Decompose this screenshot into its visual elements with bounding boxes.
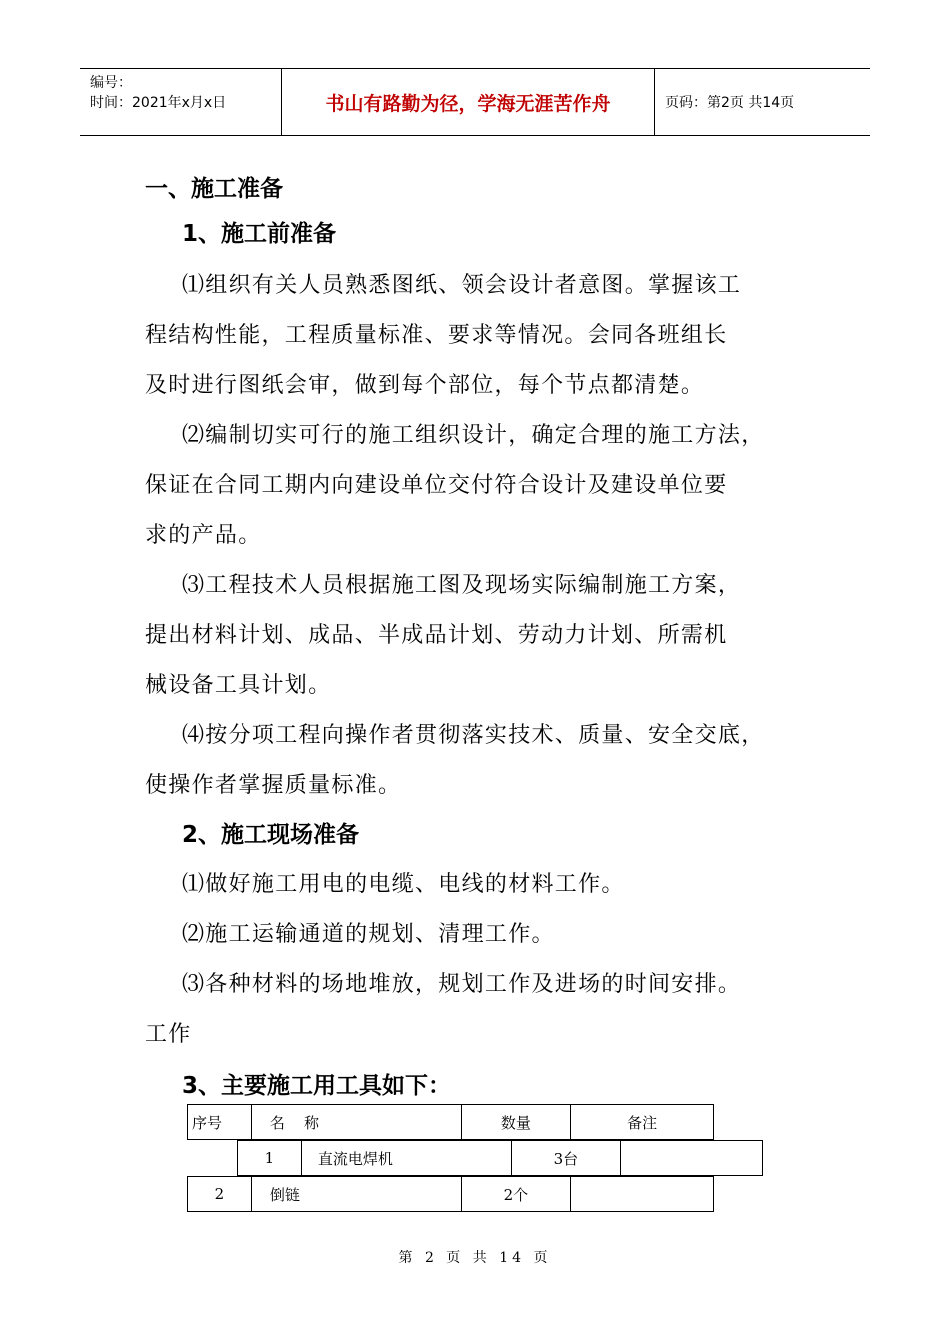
time-label: 时间：2021年x月x日 — [90, 95, 227, 111]
subsection-title-2: 2、施工现场准备 — [182, 822, 360, 848]
paragraph-line: 求的产品。 — [145, 523, 262, 548]
paragraph-line: ⑶各种材料的场地堆放，规划工作及进场的时间安排。 — [182, 972, 742, 997]
header-meta — [80, 69, 282, 135]
table-cell: 倒链 — [252, 1177, 462, 1211]
table-header-row — [187, 1104, 714, 1140]
paragraph-line: ⑵施工运输通道的规划、清理工作。 — [182, 922, 555, 947]
table-cell: 2 — [188, 1177, 252, 1211]
paragraph-line: 械设备工具计划。 — [145, 673, 332, 698]
paragraph-line: 使操作者掌握质量标准。 — [145, 773, 402, 798]
table-cell: 直流电焊机 — [302, 1141, 512, 1175]
header-page-info: 页码：第2页 共14页 — [665, 95, 795, 111]
subsection-title-1: 1、施工前准备 — [182, 221, 337, 247]
paragraph-line: ⑴组织有关人员熟悉图纸、领会设计者意图。掌握该工 — [182, 273, 742, 298]
paragraph-line: ⑷按分项工程向操作者贯彻落实技术、质量、安全交底， — [182, 723, 765, 748]
table-header-cell: 备注 — [571, 1105, 714, 1139]
document-header — [80, 68, 870, 136]
paragraph-line: ⑵编制切实可行的施工组织设计，确定合理的施工方法， — [182, 423, 765, 448]
table-cell: 2个 — [462, 1177, 572, 1211]
table-header-cell: 名 称 — [252, 1105, 462, 1139]
paragraph-line: ⑶工程技术人员根据施工图及现场实际编制施工方案， — [182, 573, 742, 598]
paragraph-line: 保证在合同工期内向建设单位交付符合设计及建设单位要 — [145, 473, 728, 498]
table-cell — [621, 1141, 763, 1175]
paragraph-line: 工作 — [145, 1022, 192, 1047]
paragraph-line: ⑴做好施工用电的电缆、电线的材料工作。 — [182, 872, 625, 897]
table-row — [187, 1176, 714, 1212]
table-header-cell: 数量 — [462, 1105, 572, 1139]
header-motto: 书山有路勤为径，学海无涯苦作舟 — [282, 69, 655, 135]
table-cell: 1 — [238, 1141, 302, 1175]
paragraph-line: 及时进行图纸会审，做到每个部位，每个节点都清楚。 — [145, 373, 705, 398]
page-footer: 第 2 页 共 14 页 — [398, 1250, 552, 1266]
table-header-cell: 序号 — [188, 1105, 252, 1139]
table-cell: 3台 — [512, 1141, 622, 1175]
section-title: 一、施工准备 — [145, 176, 283, 202]
subsection-title-3: 3、主要施工用工具如下： — [182, 1073, 452, 1099]
paragraph-line: 程结构性能，工程质量标准、要求等情况。会同各班组长 — [145, 323, 728, 348]
number-label: 编号： — [90, 75, 132, 91]
table-row — [237, 1140, 763, 1176]
paragraph-line: 提出材料计划、成品、半成品计划、劳动力计划、所需机 — [145, 623, 728, 648]
table-cell — [571, 1177, 714, 1211]
